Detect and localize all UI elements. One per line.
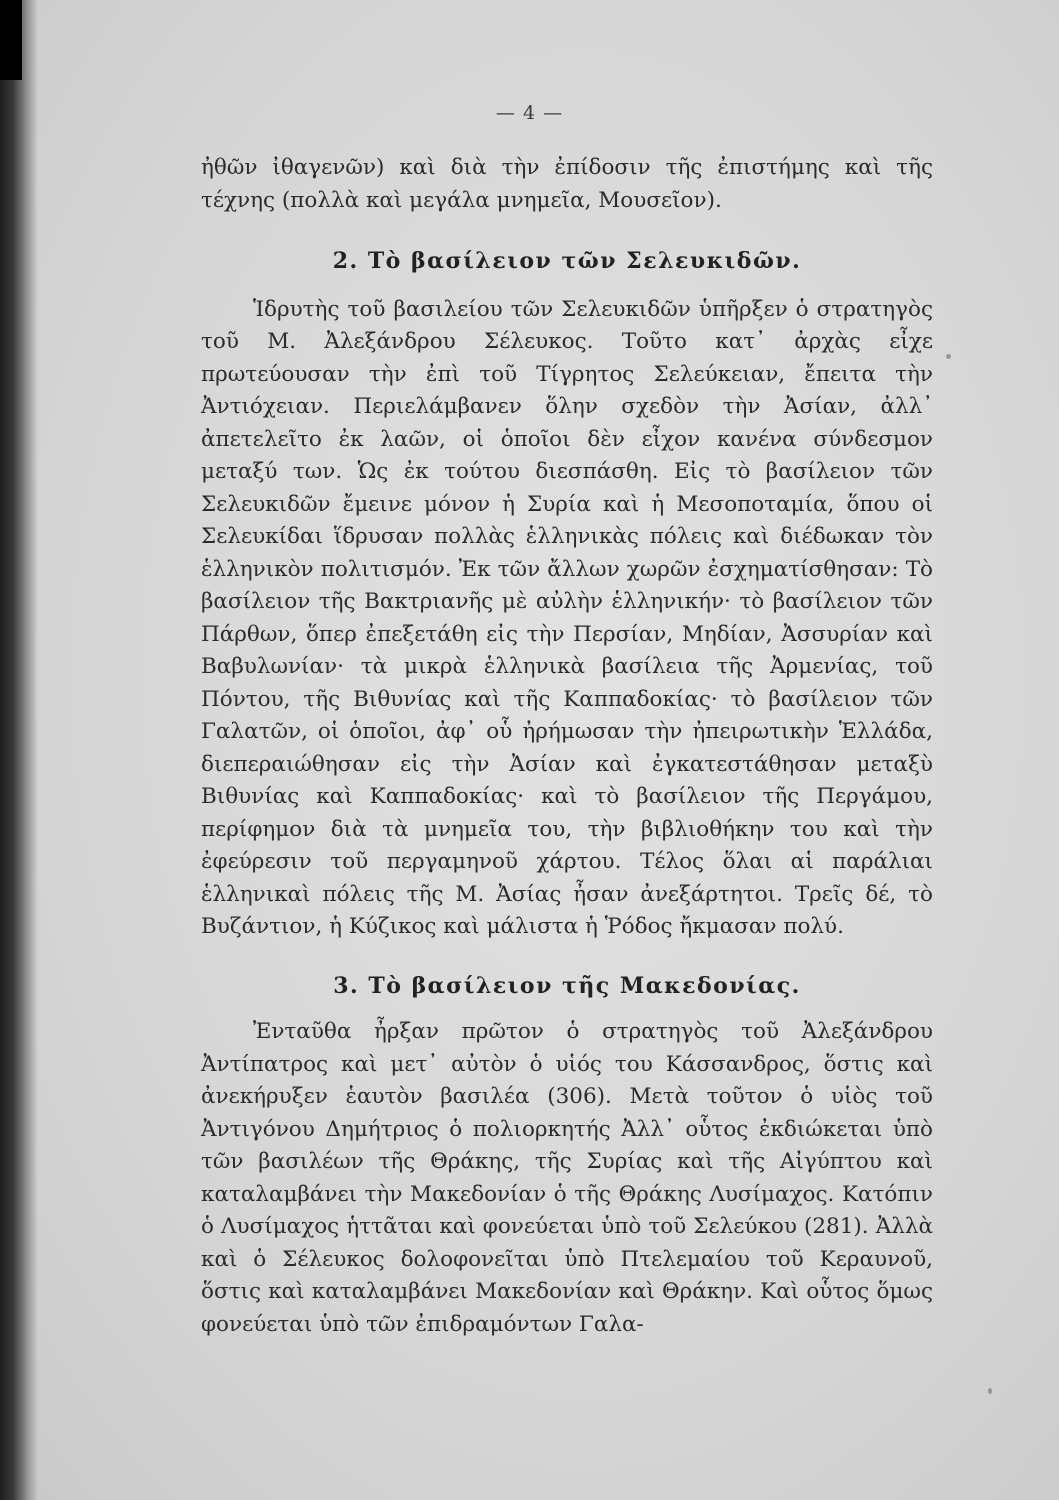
print-speck bbox=[946, 354, 951, 359]
section-heading-seleucids: 2. Τὸ βασίλειον τῶν Σελευκιδῶν. bbox=[332, 248, 802, 274]
page-body bbox=[201, 152, 933, 1341]
opening-paragraph: ἠθῶν ἰθαγενῶν) καὶ διὰ τὴν ἐπίδοσιν τῆς ἐπιστήμης καὶ τῆς τέχνης (πολλὰ καὶ μεγάλα μνημεῖα, Μουσεῖον). bbox=[201, 155, 933, 213]
section-paragraph-seleucids: Ἱδρυτὴς τοῦ βασιλείου τῶν Σελευκιδῶν ὑπῆρξεν ὁ στρατηγὸς τοῦ Μ. Ἀλεξάνδρου Σέλευκος. Τοῦτο κατ᾽ ἀρχὰς εἶχε πρωτεύουσαν τὴν ἐπὶ τοῦ Τίγρητος Σελεύκειαν, ἔπειτα τὴν Ἀντιόχειαν. Περιελάμβανεν ὅλην σχεδὸν τὴν Ἀσίαν, ἀλλ᾽ ἀπετελεῖτο ἐκ λαῶν, οἱ ὁποῖοι δὲν εἶχον κανένα σύνδεσμον μεταξύ των. Ὡς ἐκ τούτου διεσπάσθη. Εἰς τὸ βασίλειον τῶν Σελευκιδῶν ἔμεινε μόνον ἡ Συρία καὶ ἡ Μεσοποταμία, ὅπου οἱ Σελευκίδαι ἵδρυσαν πολλὰς ἑλληνικὰς πόλεις καὶ διέδωκαν τὸν ἑλληνικὸν πολιτισμόν. Ἐκ τῶν ἄλλων χωρῶν ἐσχηματίσθησαν: Τὸ βασίλειον τῆς Βακτριανῆς μὲ αὐλὴν ἑλληνικήν· τὸ βασίλειον τῶν Πάρθων, ὅπερ ἐπεξετάθη εἰς τὴν Περσίαν, Μηδίαν, Ἀσσυρίαν καὶ Βαβυλωνίαν· τὰ μικρὰ ἑλληνικὰ βασίλεια τῆς Ἀρμενίας, τοῦ Πόντου, τῆς Βιθυνίας καὶ τῆς Καππαδοκίας· τὸ βασίλειον τῶν Γαλατῶν, οἱ ὁποῖοι, ἀφ᾽ οὗ ἠρήμωσαν τὴν ἠπειρωτικὴν Ἑλλάδα, διεπεραιώθησαν εἰς τὴν Ἀσίαν καὶ ἐγκατεστάθησαν μεταξὺ Βιθυνίας καὶ Καππαδοκίας· καὶ τὸ βασίλειον τῆς Περγάμου, περίφημον διὰ τὰ μνημεῖα του, τὴν βιβλιοθήκην του καὶ τὴν ἐφεύρεσιν τοῦ περγαμηνοῦ χάρτου. Τέλος ὅλαι αἱ παράλιαι ἑλληνικαὶ πόλεις τῆς Μ. Ἀσίας ἦσαν ἀνεξάρτητοι. Τρεῖς δέ, τὸ Βυζάντιον, ἡ Κύζικος καὶ μάλιστα ἡ Ῥόδος ἤκμασαν πολύ. bbox=[201, 296, 933, 939]
book-binding-edge bbox=[0, 0, 38, 1500]
section-paragraph-macedonia: Ἐνταῦθα ἦρξαν πρῶτον ὁ στρατηγὸς τοῦ Ἀλεξάνδρου Ἀντίπατρος καὶ μετ᾽ αὐτὸν ὁ υἱός του Κάσσανδρος, ὅστις καὶ ἀνεκήρυξεν ἑαυτὸν βασιλέα (306). Μετὰ τοῦτον ὁ υἱὸς τοῦ Ἀντιγόνου Δημήτριος ὁ πολιορκητής Ἀλλ᾽ οὗτος ἐκδιώκεται ὑπὸ τῶν βασιλέων τῆς Θράκης, τῆς Συρίας καὶ τῆς Αἰγύπτου καὶ καταλαμβάνει τὴν Μακεδονίαν ὁ τῆς Θράκης Λυσίμαχος. Κατόπιν ὁ Λυσίμαχος ἡττᾶται καὶ φονεύεται ὑπὸ τοῦ Σελεύκου (281). Ἀλλὰ καὶ ὁ Σέλευκος δολοφονεῖται ὑπὸ Πτελεμαίου τοῦ Κεραυνοῦ, ὅστις καὶ καταλαμβάνει Μακεδονίαν καὶ Θράκην. Καὶ οὗτος ὅμως φονεύεται ὑπὸ τῶν ἐπιδραμόντων Γαλα- bbox=[201, 1019, 933, 1337]
page-number: — 4 — bbox=[495, 102, 564, 124]
section-heading-macedonia: 3. Τὸ βασίλειον τῆς Μακεδονίας. bbox=[333, 972, 801, 999]
print-speck bbox=[988, 1388, 992, 1394]
